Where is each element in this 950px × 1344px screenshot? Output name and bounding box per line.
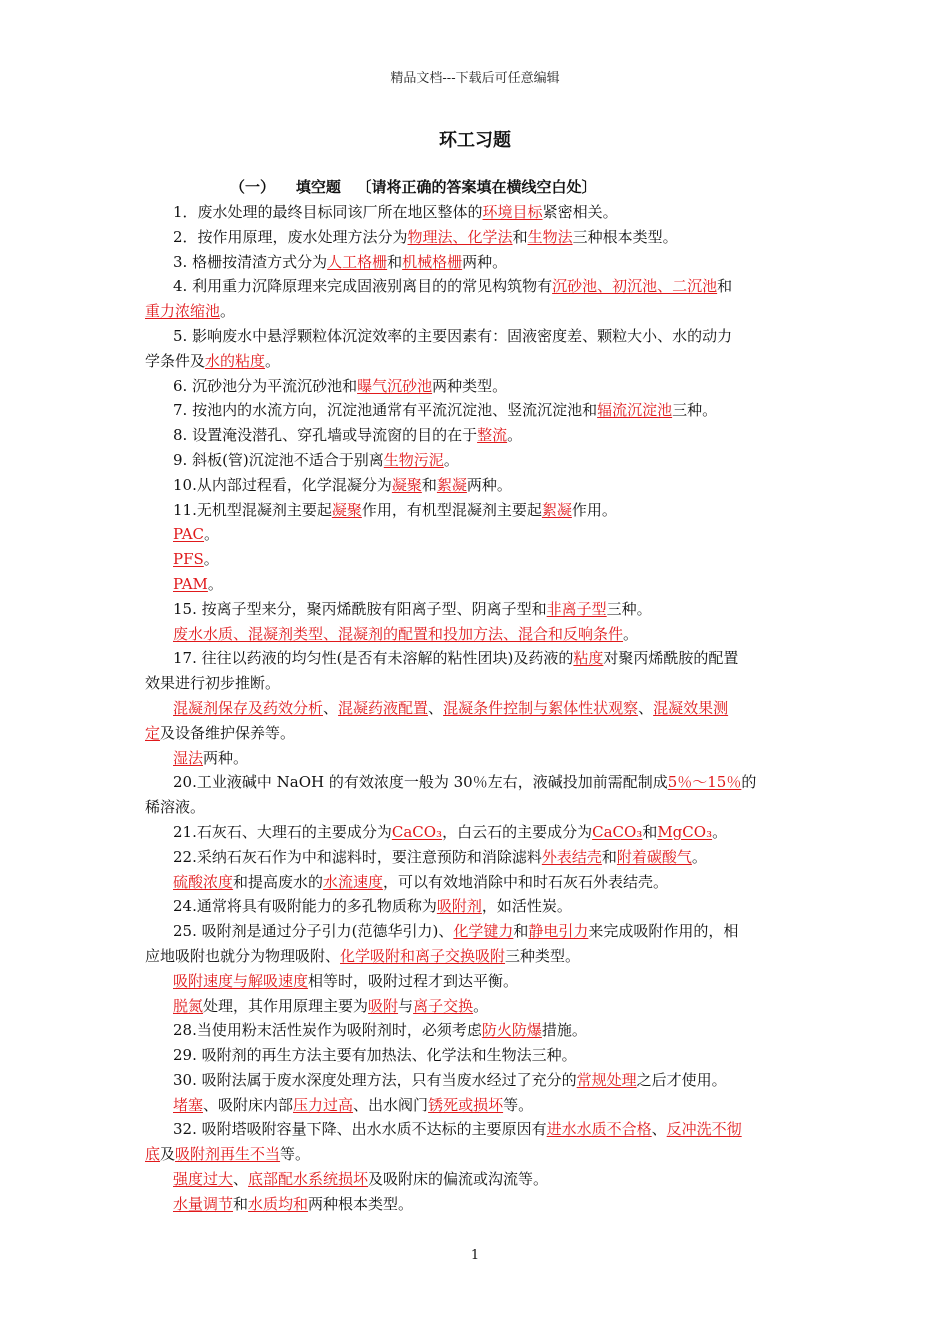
answer-text: PAM bbox=[173, 574, 208, 593]
answer-text: PAC bbox=[173, 525, 205, 544]
question-line bbox=[145, 1167, 805, 1192]
answer-text: 水质均和 bbox=[248, 1194, 309, 1213]
answer-text: CaCO₃ bbox=[592, 822, 643, 841]
question-text: 8. 设置淹没潜孔、穿孔墙或导流窗的目的在于 bbox=[173, 426, 478, 445]
question-text: 的 bbox=[741, 773, 757, 792]
answer-text: 水的粘度 bbox=[205, 351, 266, 370]
question-line bbox=[145, 1192, 805, 1217]
page-number: 1 bbox=[470, 1248, 480, 1263]
answer-text: 脱氮 bbox=[173, 996, 204, 1015]
question-text: 、 bbox=[323, 698, 339, 717]
answer-text: 进水水质不合格 bbox=[546, 1120, 652, 1139]
answer-text: 定 bbox=[145, 723, 161, 742]
answer-text: 吸附速度与解吸速度 bbox=[173, 971, 309, 990]
answer-text: 常规处理 bbox=[576, 1070, 637, 1089]
question-text: 。 bbox=[473, 996, 489, 1015]
question-text: 1．废水处理的最终目标同该厂所在地区整体的 bbox=[173, 203, 483, 221]
answer-text: 废水水质、混凝剂类型、混凝剂的配置和投加方法、混合和反响条件 bbox=[173, 624, 624, 643]
question-text: 。 bbox=[204, 525, 220, 544]
question-text: 和 bbox=[387, 252, 403, 271]
question-text: 和 bbox=[233, 1194, 249, 1213]
answer-text: 堵塞 bbox=[173, 1095, 204, 1114]
question-line bbox=[145, 250, 805, 275]
question-text: 效果进行初步推断。 bbox=[145, 674, 281, 693]
question-line bbox=[145, 994, 805, 1019]
question-text: 21.石灰石、大理石的主要成分为 bbox=[173, 822, 392, 841]
answer-text: PFS bbox=[173, 550, 204, 569]
question-text: 24.通常将具有吸附能力的多孔物质称为 bbox=[173, 897, 437, 916]
question-text: 、 bbox=[428, 698, 444, 717]
question-text: 等。 bbox=[280, 1145, 311, 1164]
answer-text: 混凝条件控制与絮体性状观察 bbox=[443, 698, 639, 717]
question-text: 三种类型。 bbox=[505, 946, 581, 965]
question-line bbox=[145, 1018, 805, 1043]
answer-text: 水量调节 bbox=[173, 1194, 234, 1213]
answer-text: 锈死或损坏 bbox=[428, 1095, 504, 1114]
question-text: 及吸附床的偏流或沟流等。 bbox=[368, 1170, 549, 1189]
question-text: 10.从内部过程看，化学混凝分为 bbox=[173, 475, 392, 494]
question-text: 与 bbox=[398, 996, 414, 1015]
question-text: 措施。 bbox=[541, 1021, 587, 1040]
answer-text: 絮凝 bbox=[541, 500, 572, 519]
question-text: 。 bbox=[712, 822, 728, 841]
question-line bbox=[145, 349, 805, 374]
question-line bbox=[145, 547, 805, 572]
answer-text: 重力浓缩池 bbox=[145, 302, 221, 321]
question-line bbox=[145, 894, 805, 919]
question-text: 来完成吸附作用的，相 bbox=[588, 922, 739, 941]
question-line bbox=[145, 200, 805, 225]
answer-text: 物理法、化学法 bbox=[407, 227, 513, 246]
question-line bbox=[145, 572, 805, 597]
answer-text: 压力过高 bbox=[293, 1095, 354, 1114]
question-line bbox=[145, 820, 805, 845]
question-text: 22.采纳石灰石作为中和滤料时，要注意预防和消除滤料 bbox=[173, 847, 542, 866]
question-line bbox=[145, 845, 805, 870]
question-line bbox=[145, 522, 805, 547]
question-text: 、 bbox=[638, 698, 654, 717]
question-line bbox=[145, 1093, 805, 1118]
answer-text: 沉砂池、初沉池、二沉池 bbox=[552, 277, 718, 296]
question-text: 两种。 bbox=[466, 475, 512, 494]
answer-text: 强度过大 bbox=[173, 1170, 234, 1189]
question-line bbox=[145, 423, 805, 448]
question-text: 两种类型。 bbox=[432, 376, 508, 395]
question-text: 等。 bbox=[503, 1095, 534, 1114]
question-line bbox=[145, 795, 805, 820]
answer-text: 人工格栅 bbox=[327, 252, 388, 271]
question-text: 和提高废水的 bbox=[233, 872, 324, 891]
answer-text: 粘度 bbox=[573, 649, 604, 668]
question-text: 及设备维护保养等。 bbox=[160, 723, 296, 742]
question-line bbox=[145, 473, 805, 498]
question-text: 应地吸附也就分为物理吸附、 bbox=[145, 946, 341, 965]
question-line bbox=[145, 770, 805, 795]
question-line bbox=[145, 274, 805, 299]
question-text: 相等时，吸附过程才到达平衡。 bbox=[308, 971, 519, 990]
question-line bbox=[145, 696, 805, 721]
answer-text: 混凝药液配置 bbox=[338, 698, 429, 717]
question-text: 两种。 bbox=[462, 252, 508, 271]
question-line bbox=[145, 919, 805, 944]
question-line bbox=[145, 398, 805, 423]
answer-text: 水流速度 bbox=[323, 872, 384, 891]
question-text: 30. 吸附法属于废水深度处理方法，只有当废水经过了充分的 bbox=[173, 1070, 577, 1089]
question-text: 之后才使用。 bbox=[636, 1070, 727, 1089]
answer-text: CaCO₃ bbox=[391, 822, 443, 841]
question-text: 紧密相关。 bbox=[542, 203, 618, 221]
question-line bbox=[145, 969, 805, 994]
question-text: 17. 往往以药液的均匀性(是否有未溶解的粘性团块)及药液的 bbox=[173, 649, 574, 668]
question-text: 29. 吸附剂的再生方法主要有加热法、化学法和生物法三种。 bbox=[173, 1046, 577, 1065]
question-text: 三种根本类型。 bbox=[572, 227, 678, 246]
question-text: 。 bbox=[691, 847, 707, 866]
question-line bbox=[145, 646, 805, 671]
answer-text: 底 bbox=[145, 1145, 161, 1164]
question-text: 5. 影响废水中悬浮颗粒体沉淀效率的主要因素有：固液密度差、颗粒大小、水的动力 bbox=[173, 326, 733, 345]
question-text: 11.无机型混凝剂主要起 bbox=[173, 500, 332, 519]
question-line bbox=[145, 944, 805, 969]
question-text: 、吸附床内部 bbox=[203, 1095, 294, 1114]
answer-text: 离子交换 bbox=[413, 996, 474, 1015]
question-text: 。 bbox=[220, 302, 236, 321]
answer-text: 硫酸浓度 bbox=[173, 872, 234, 891]
question-line bbox=[145, 870, 805, 895]
question-line bbox=[145, 299, 805, 324]
question-line bbox=[145, 1117, 805, 1142]
answer-text: 混凝效果测 bbox=[653, 698, 729, 717]
question-line bbox=[145, 721, 805, 746]
question-line bbox=[145, 1043, 805, 1068]
answer-text: 凝聚 bbox=[391, 475, 422, 494]
question-text: 9. 斜板(管)沉淀池不适合于别离 bbox=[173, 450, 384, 469]
answer-text: 湿法 bbox=[173, 748, 204, 767]
question-list bbox=[145, 200, 805, 1217]
section-heading: （一） 填空题 〔请将正确的答案填在横线空白处〕 bbox=[230, 178, 597, 196]
question-line bbox=[145, 225, 805, 250]
answer-text: 整流 bbox=[477, 426, 508, 445]
question-text: 20.工业液碱中 NaOH 的有效浓度一般为 30％左右，液碱投加前需配制成 bbox=[173, 773, 668, 792]
answer-text: 5％～15％ bbox=[667, 773, 742, 792]
question-line bbox=[145, 671, 805, 696]
answer-text: 辐流沉淀池 bbox=[597, 401, 673, 420]
question-text: 28.当使用粉末活性炭作为吸附剂时，必须考虑 bbox=[173, 1021, 482, 1040]
question-text: 和 bbox=[642, 822, 658, 841]
answer-text: 凝聚 bbox=[331, 500, 362, 519]
answer-text: 吸附 bbox=[368, 996, 399, 1015]
answer-text: 底部配水系统损坏 bbox=[248, 1170, 369, 1189]
question-text: 作用。 bbox=[571, 500, 617, 519]
answer-text: 非离子型 bbox=[546, 599, 607, 618]
question-line bbox=[145, 622, 805, 647]
question-line bbox=[145, 498, 805, 523]
answer-text: 机械格栅 bbox=[402, 252, 463, 271]
question-text: 作用，有机型混凝剂主要起 bbox=[361, 500, 542, 519]
question-line bbox=[145, 597, 805, 622]
question-text: 。 bbox=[507, 426, 523, 445]
answer-text: 混凝剂保存及药效分析 bbox=[173, 698, 324, 717]
document-title: 环工习题 bbox=[439, 130, 511, 151]
answer-text: 生物污泥 bbox=[383, 450, 444, 469]
question-text: 及 bbox=[160, 1145, 176, 1164]
answer-text: 附着碳酸气 bbox=[616, 847, 692, 866]
question-text: 7. 按池内的水流方向，沉淀池通常有平流沉淀池、竖流沉淀池和 bbox=[173, 401, 598, 420]
answer-text: 反冲洗不彻 bbox=[666, 1120, 742, 1139]
question-text: 。 bbox=[265, 351, 281, 370]
question-text: 对聚丙烯酰胺的配置 bbox=[603, 649, 739, 668]
question-text: 。 bbox=[207, 574, 223, 593]
answer-text: 环境目标 bbox=[482, 203, 543, 221]
question-line bbox=[145, 324, 805, 349]
question-text: 、出水阀门 bbox=[353, 1095, 429, 1114]
question-text: 两种根本类型。 bbox=[308, 1194, 414, 1213]
question-text: 和 bbox=[421, 475, 437, 494]
question-text: 三种。 bbox=[672, 401, 718, 420]
question-text: ，白云石的主要成分为 bbox=[442, 822, 593, 841]
question-text: 学条件及 bbox=[145, 351, 206, 370]
question-line bbox=[145, 448, 805, 473]
page-header: 精品文档---下载后可任意编辑 bbox=[390, 71, 560, 86]
question-text: 三种。 bbox=[606, 599, 652, 618]
answer-text: 防火防爆 bbox=[481, 1021, 542, 1040]
question-text: 32. 吸附塔吸附容量下降、出水水质不达标的主要原因有 bbox=[173, 1120, 547, 1139]
question-text: 4. 利用重力沉降原理来完成固液别离目的的常见构筑物有 bbox=[173, 277, 553, 296]
question-text: 稀溶液。 bbox=[145, 798, 206, 817]
answer-text: 外表结壳 bbox=[541, 847, 602, 866]
question-text: 、 bbox=[651, 1120, 667, 1139]
question-text: 。 bbox=[203, 550, 219, 569]
answer-text: 曝气沉砂池 bbox=[357, 376, 433, 395]
question-text: ，可以有效地消除中和时石灰石外表结壳。 bbox=[383, 872, 669, 891]
question-line bbox=[145, 1068, 805, 1093]
answer-text: 静电引力 bbox=[528, 922, 589, 941]
answer-text: 生物法 bbox=[527, 227, 573, 246]
answer-text: 吸附剂再生不当 bbox=[175, 1145, 281, 1164]
answer-text: 化学吸附和离子交换吸附 bbox=[340, 946, 506, 965]
question-text: 和 bbox=[717, 277, 733, 296]
answer-text: MgCO₃ bbox=[657, 822, 713, 841]
question-text: 。 bbox=[443, 450, 459, 469]
question-text: 处理，其作用原理主要为 bbox=[203, 996, 369, 1015]
question-text: 25. 吸附剂是通过分子引力(范德华引力)、 bbox=[173, 922, 454, 941]
question-line bbox=[145, 746, 805, 771]
answer-text: 吸附剂 bbox=[436, 897, 482, 916]
question-text: 。 bbox=[623, 624, 639, 643]
question-text: ，如活性炭。 bbox=[481, 897, 572, 916]
question-line bbox=[145, 1142, 805, 1167]
question-text: 15. 按离子型来分，聚丙烯酰胺有阳离子型、阴离子型和 bbox=[173, 599, 547, 618]
question-text: 和 bbox=[512, 227, 528, 246]
question-text: 2．按作用原理，废水处理方法分为 bbox=[173, 227, 408, 246]
question-text: 和 bbox=[513, 922, 529, 941]
question-text: 和 bbox=[601, 847, 617, 866]
answer-text: 絮凝 bbox=[436, 475, 467, 494]
question-text: 、 bbox=[233, 1170, 249, 1189]
question-text: 两种。 bbox=[203, 748, 249, 767]
question-line bbox=[145, 374, 805, 399]
answer-text: 化学键力 bbox=[453, 922, 514, 941]
question-text: 6. 沉砂池分为平流沉砂池和 bbox=[173, 376, 358, 395]
question-text: 3. 格栅按清渣方式分为 bbox=[173, 252, 328, 271]
